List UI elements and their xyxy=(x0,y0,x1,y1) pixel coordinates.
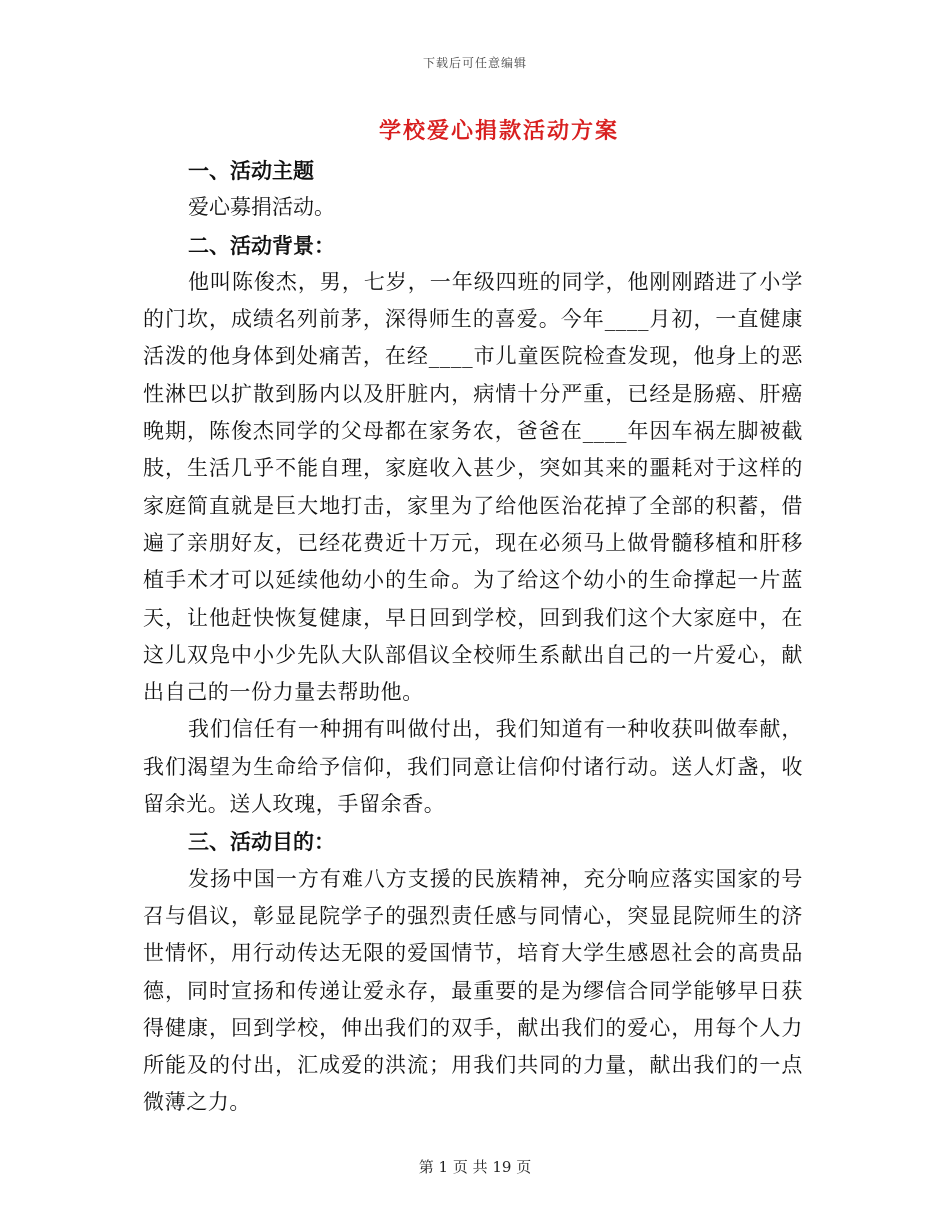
document-body xyxy=(143,152,803,1122)
section-paragraph-purpose: 发扬中国一方有难八方支援的民族精神，充分响应落实国家的号召与倡议，彰显昆院学子的强烈责任感与同情心，突显昆院师生的济世情怀，用行动传达无限的爱国情节，培育大学生感恩社会的高贵品德，同时宣扬和传递让爱永存，最重要的是为缪信合同学能够早日获得健康，回到学校，伸出我们的双手，献出我们的爱心，用每个人力所能及的付出，汇成爱的洪流；用我们共同的力量，献出我们的一点微薄之力。 xyxy=(143,866,803,1115)
document-title: 学校爱心捐款活动方案 xyxy=(378,118,619,144)
page-footer: 第 1 页 共 19 页 xyxy=(418,1158,532,1176)
section-heading-theme: 一、活动主题 xyxy=(188,158,314,183)
section-paragraph-background-2: 我们信任有一种拥有叫做付出，我们知道有一种收获叫做奉献，我们渴望为生命给予信仰，我们同意让信仰付诸行动。送人灯盏，收留余光。送人玫瑰，手留余香。 xyxy=(143,717,803,817)
header-note: 下载后可任意编辑 xyxy=(422,56,527,70)
section-heading-background: 二、活动背景： xyxy=(188,232,335,258)
section-paragraph-background-1: 他叫陈俊杰，男，七岁，一年级四班的同学，他刚刚踏进了小学的门坎，成绩名列前茅，深得师生的喜爱。今年____月初，一直健康活泼的他身体到处痛苦，在经____市儿童医院检查发现，他身上的恶性淋巴以扩散到肠内以及肝脏内，病情十分严重，已经是肠癌、肝癌晚期，陈俊杰同学的父母都在家务农，爸爸在____年因车祸左脚被截肢，生活几乎不能自理，家庭收入甚少，突如其来的噩耗对于这样的家庭简直就是巨大地打击，家里为了给他医治花掉了全部的积蓄，借遍了亲朋好友，已经花费近十万元，现在必须马上做骨髓移植和肝移植手术才可以延续他幼小的生命。为了给这个幼小的生命撑起一片蓝天，让他赶快恢复健康，早日回到学校，回到我们这个大家庭中，在这儿双凫中小少先队大队部倡议全校师生系献出自己的一片爱心，献出自己的一份力量去帮助他。 xyxy=(143,269,803,705)
section-heading-purpose: 三、活动目的： xyxy=(188,829,335,855)
section-paragraph-theme: 爱心募捐活动。 xyxy=(188,195,335,220)
